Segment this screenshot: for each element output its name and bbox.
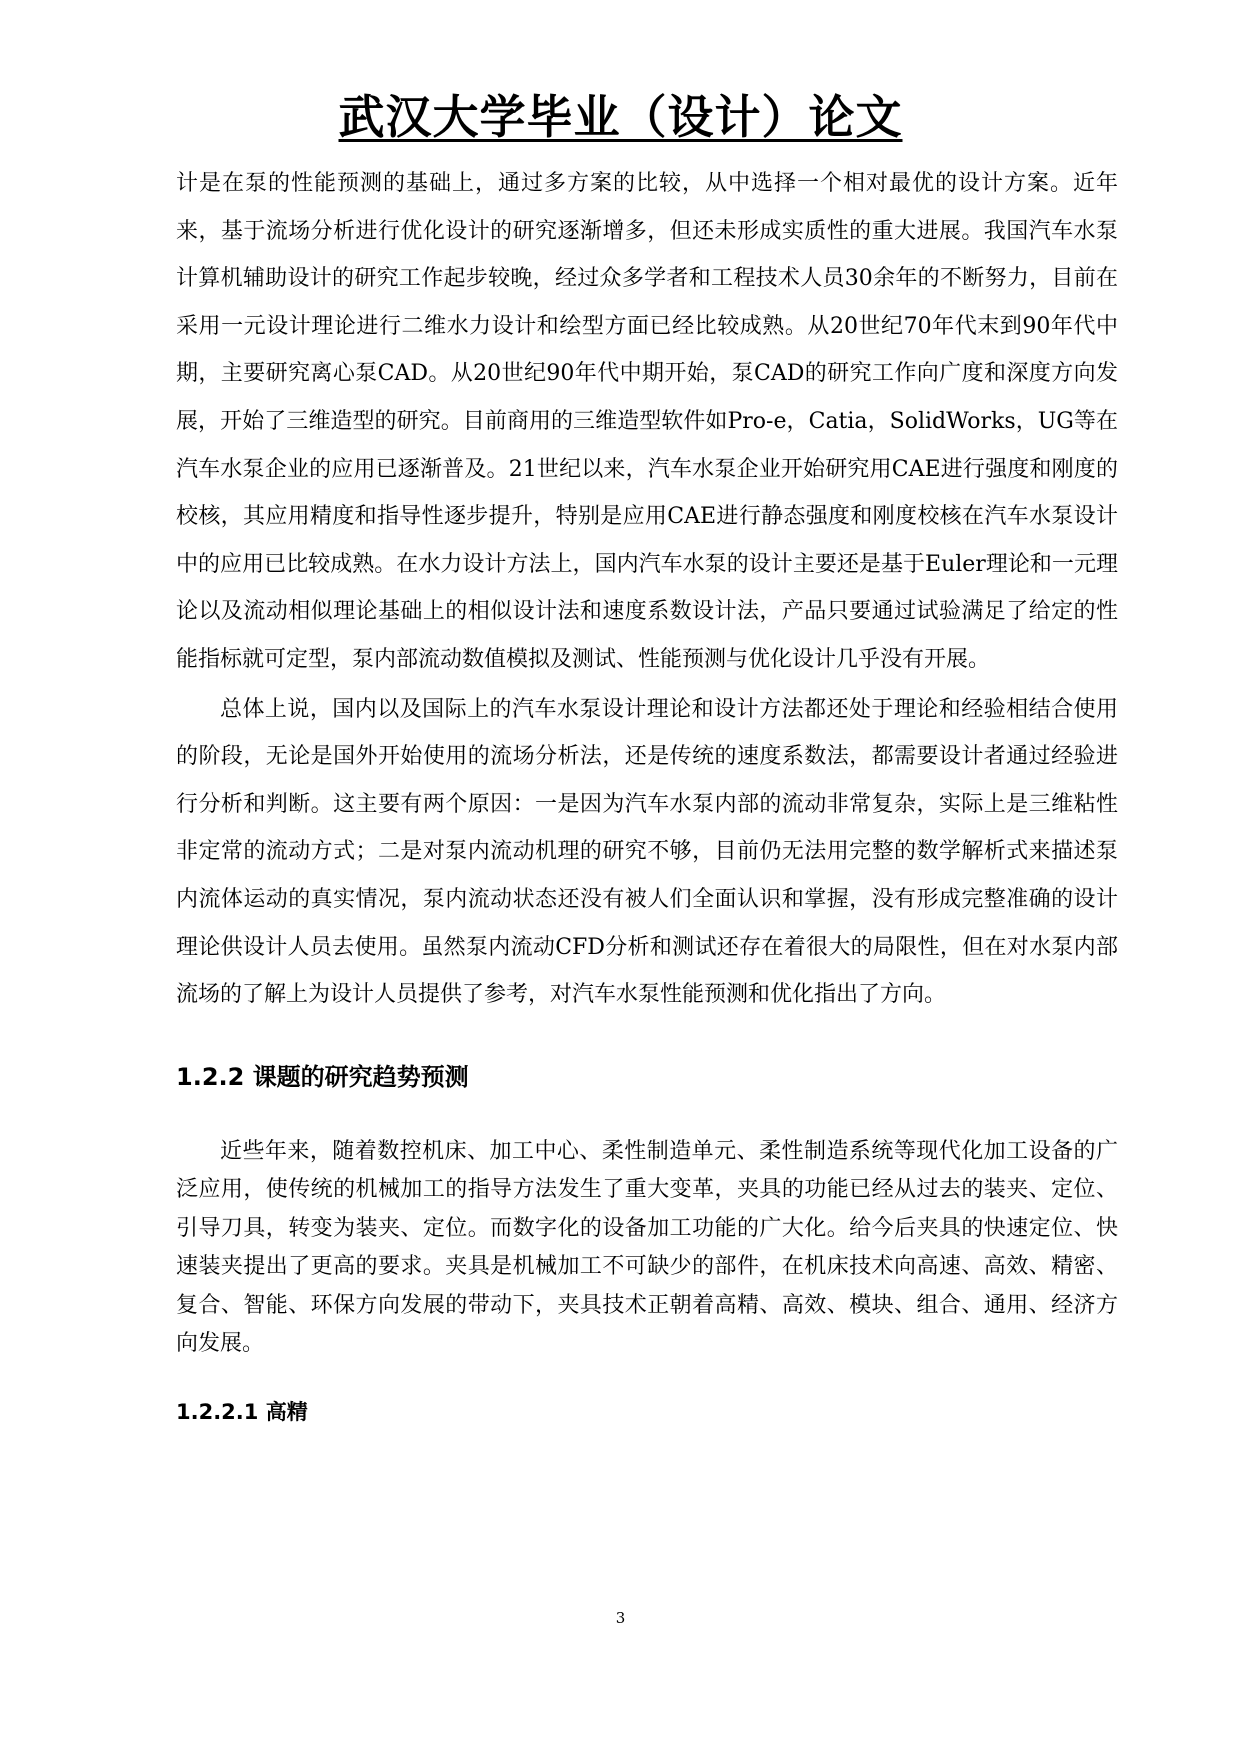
section-paragraph: 近些年来，随着数控机床、加工中心、柔性制造单元、柔性制造系统等现代化加工设备的广泛应用，使传统的机械加工的指导方法发生了重大变革，夹具的功能已经从过去的装夹、定位、引导刀具，转变为装夹、定位。而数字化的设备加工功能的广大化。给今后夹具的快速定位、快速装夹提出了更高的要求。夹具是机械加工不可缺少的部件，在机床技术向高速、高效、精密、复合、智能、环保方向发展的带动下，夹具技术正朝着高精、高效、模块、组合、通用、经济方向发展。 bbox=[176, 1138, 1118, 1357]
paragraph-continued: 计是在泵的性能预测的基础上，通过多方案的比较，从中选择一个相对最优的设计方案。近年来，基于流场分析进行优化设计的研究逐渐增多，但还未形成实质性的重大进展。我国汽车水泵计算机辅助设计的研究工作起步较晚，经过众多学者和工程技术人员30余年的不断努力，目前在采用一元设计理论进行二维水力设计和绘型方面已经比较成熟。从20世纪70年代末到90年代中期，主要研究离心泵CAD。从20世纪90年代中期开始，泵CAD的研究工作向广度和深度方向发展，开始了三维造型的研究。目前商用的三维造型软件如Pro-e，Catia，SolidWorks，UG等在汽车水泵企业的应用已逐渐普及。21世纪以来，汽车水泵企业开始研究用CAE进行强度和刚度的校核，其应用精度和指导性逐步提升，特别是应用CAE进行静态强度和刚度校核在汽车水泵设计中的应用已比较成熟。在水力设计方法上，国内汽车水泵的设计主要还是基于Euler理论和一元理论以及流动相似理论基础上的相似设计法和速度系数设计法，产品只要通过试验满足了给定的性能指标就可定型，泵内部流动数值模拟及测试、性能预测与优化设计几乎没有开展。 bbox=[176, 171, 1118, 672]
subsection-heading: 1.2.2.1 高精 bbox=[176, 1399, 308, 1424]
section-heading: 1.2.2 课题的研究趋势预测 bbox=[176, 1062, 469, 1091]
page-header-title bbox=[0, 88, 1241, 146]
document-body bbox=[176, 160, 1118, 1428]
header-title-text: 武汉大学毕业（设计）论文 bbox=[338, 90, 903, 144]
page-number: 3 bbox=[615, 1609, 626, 1627]
paragraph-summary: 总体上说，国内以及国际上的汽车水泵设计理论和设计方法都还处于理论和经验相结合使用的阶段，无论是国外开始使用的流场分析法，还是传统的速度系数法，都需要设计者通过经验进行分析和判断。这主要有两个原因：一是因为汽车水泵内部的流动非常复杂，实际上是三维粘性非定常的流动方式；二是对泵内流动机理的研究不够，目前仍无法用完整的数学解析式来描述泵内流体运动的真实情况，泵内流动状态还没有被人们全面认识和掌握，没有形成完整准确的设计理论供设计人员去使用。虽然泵内流动CFD分析和测试还存在着很大的局限性，但在对水泵内部流场的了解上为设计人员提供了参考，对汽车水泵性能预测和优化指出了方向。 bbox=[176, 696, 1118, 1008]
